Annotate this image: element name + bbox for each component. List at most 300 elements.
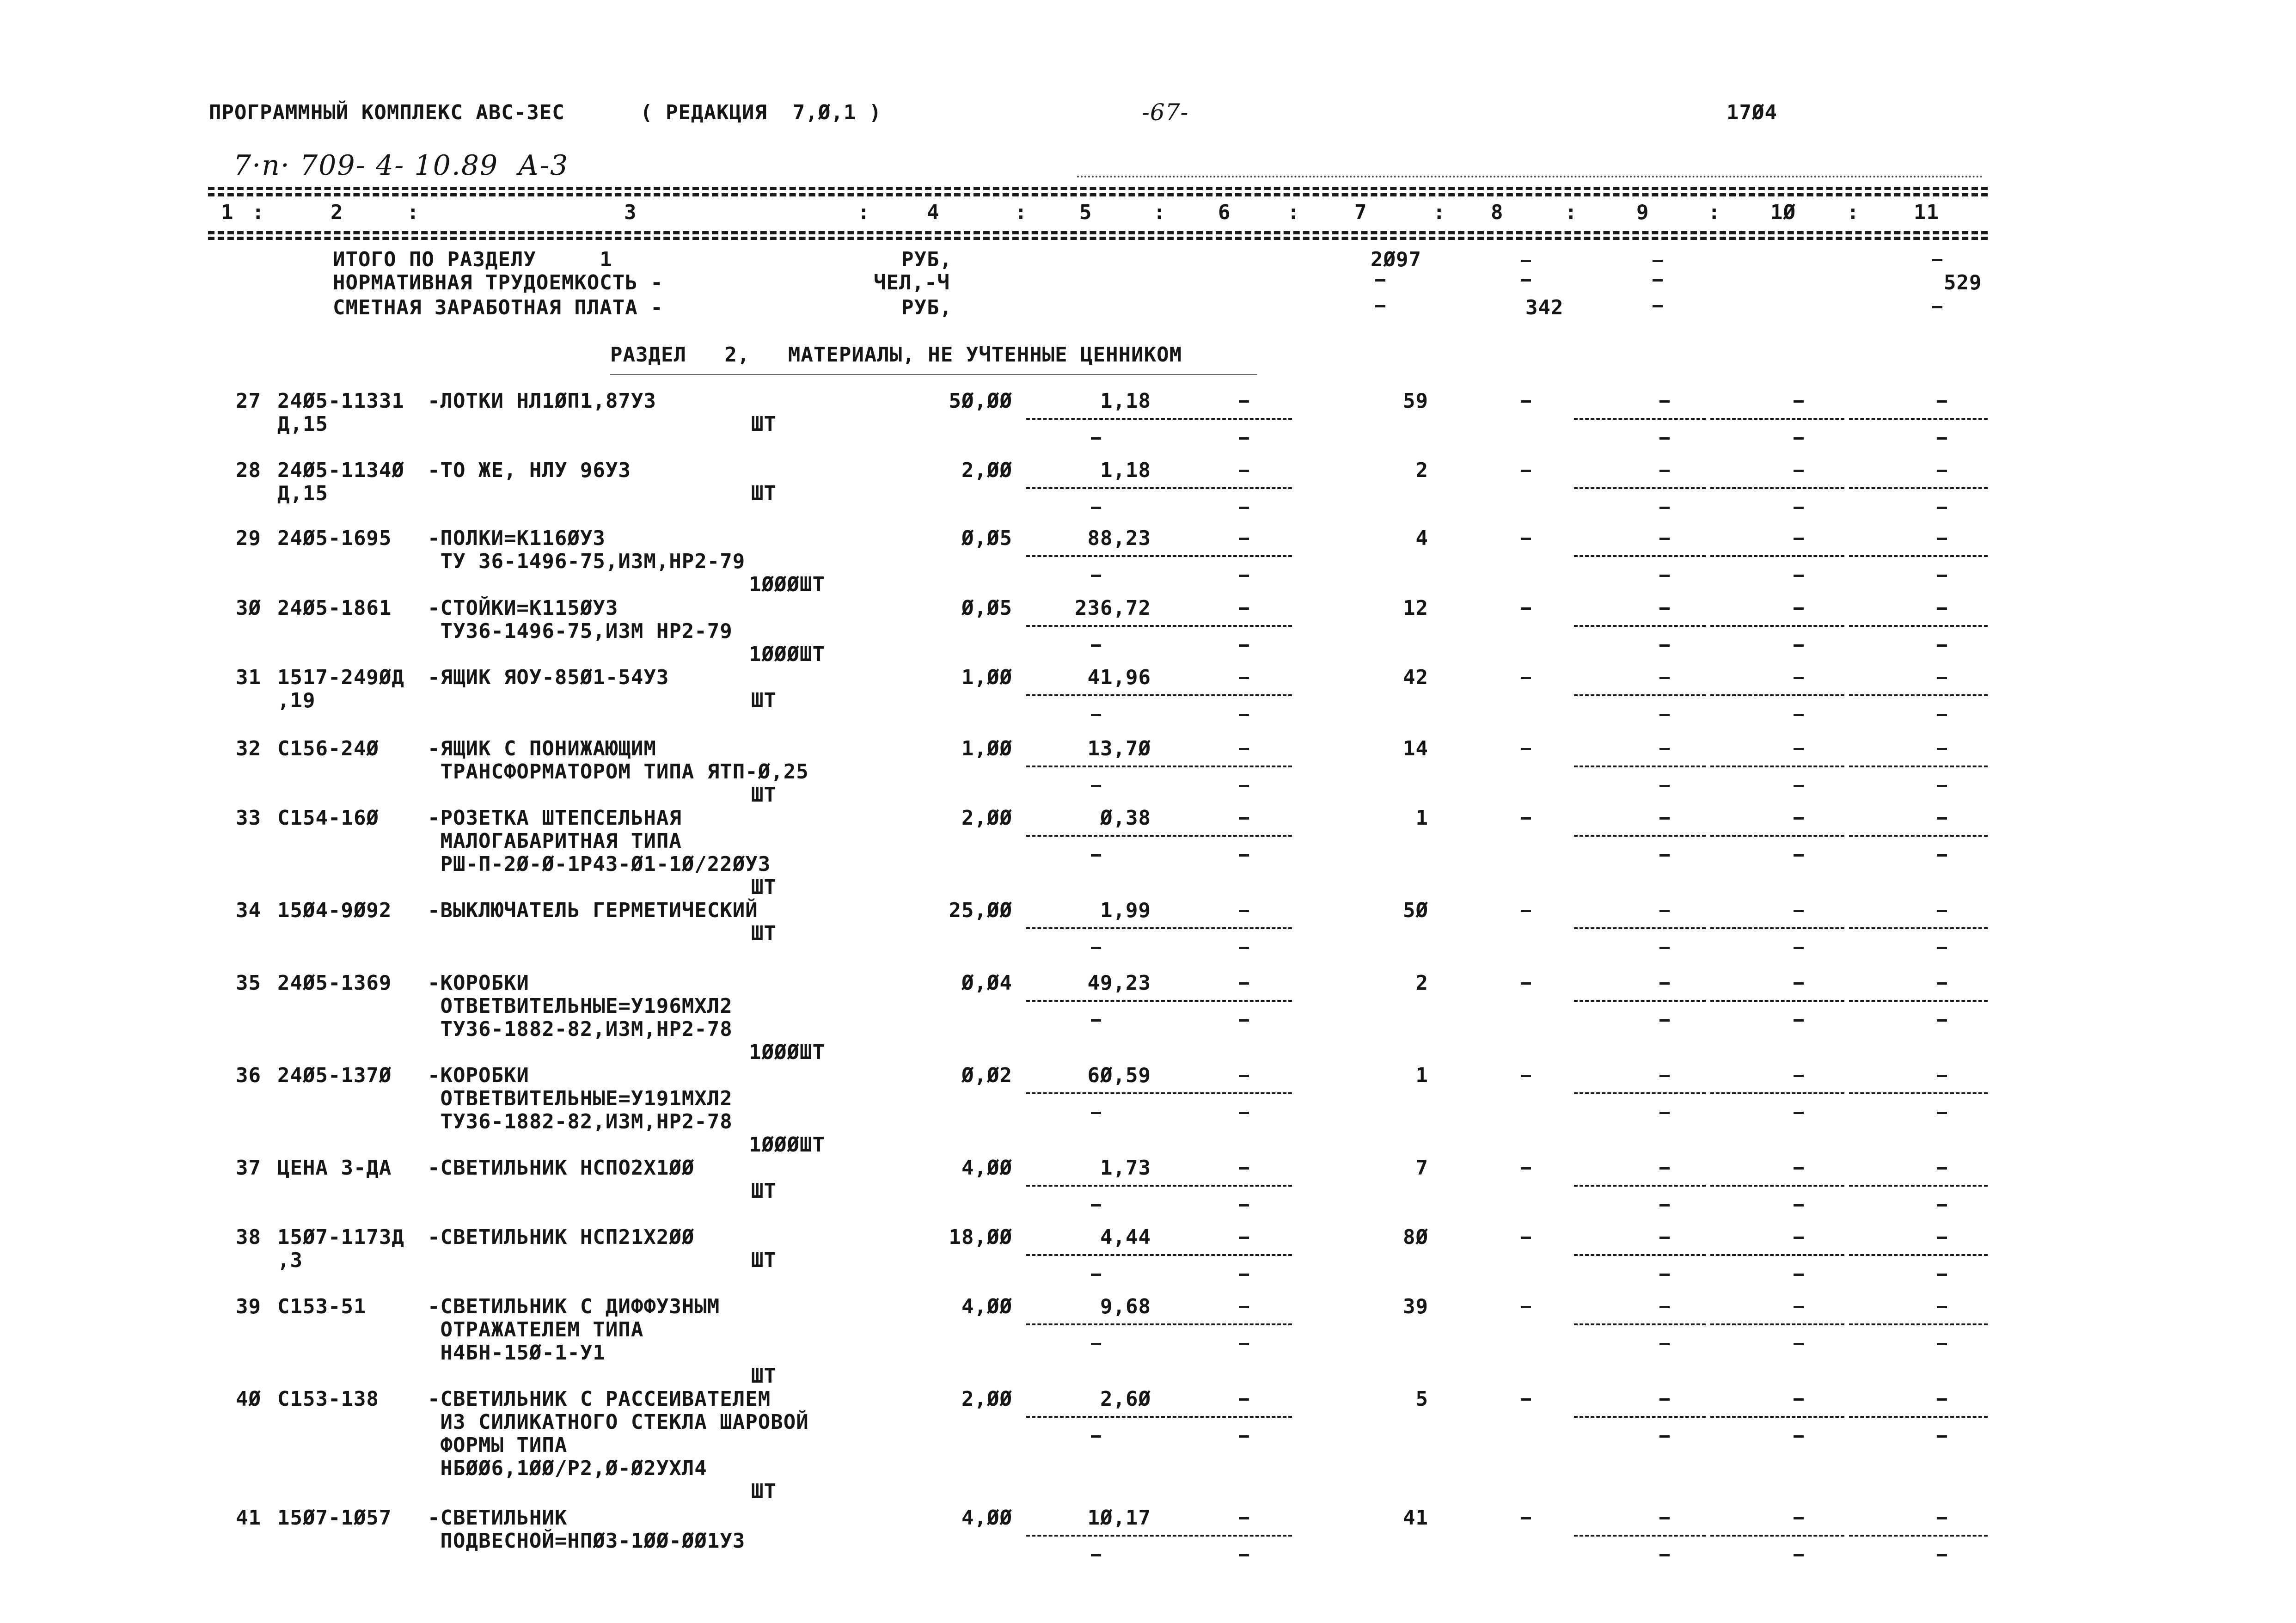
column-header-10: 1Ø xyxy=(1770,201,1796,224)
dash-mark xyxy=(1239,1075,1249,1077)
col9-underline xyxy=(1574,835,1706,837)
dash-mark xyxy=(1937,817,1947,820)
dash-mark xyxy=(1091,507,1101,509)
col9-underline xyxy=(1574,1092,1706,1094)
col10-underline xyxy=(1710,555,1844,557)
row-code: 24Ø5-137Ø xyxy=(277,1064,392,1087)
dash-mark xyxy=(1937,470,1947,472)
dash-mark xyxy=(1239,785,1249,787)
summary-unit-3: РУБ, xyxy=(901,296,952,319)
price-underline xyxy=(1026,1185,1165,1187)
row-unit: ШТ xyxy=(751,1179,777,1203)
price-underline xyxy=(1026,1254,1165,1256)
dash-mark xyxy=(1659,1517,1670,1519)
dash-mark xyxy=(1794,470,1804,472)
dash-mark xyxy=(1937,575,1947,577)
col11-underline xyxy=(1849,1254,1988,1256)
row-number: 39 xyxy=(236,1295,261,1318)
col11-underline xyxy=(1849,694,1988,696)
row-total: 42 xyxy=(1403,666,1428,689)
summary-total-col8: 342 xyxy=(1525,296,1564,319)
row-price: 1Ø,17 xyxy=(1087,1506,1151,1530)
column-separator: : xyxy=(1565,201,1578,224)
row-number: 31 xyxy=(236,666,261,689)
dash-mark xyxy=(1794,1237,1804,1239)
dash-mark xyxy=(1794,854,1804,857)
column-header-9: 9 xyxy=(1636,201,1649,224)
row-name-line: -КОРОБКИ xyxy=(428,971,529,995)
dash-mark xyxy=(1521,1075,1531,1077)
row-code: С154-16Ø xyxy=(277,806,379,830)
dash-mark xyxy=(1091,575,1101,577)
dash-mark xyxy=(1794,1274,1804,1276)
row-total: 12 xyxy=(1403,596,1428,620)
col11-underline xyxy=(1849,418,1988,420)
column-separator: : xyxy=(252,201,265,224)
dash-mark xyxy=(1239,1274,1249,1276)
section-title: РАЗДЕЛ 2, МАТЕРИАЛЫ, НЕ УЧТЕННЫЕ ЦЕННИКОМ xyxy=(610,343,1182,367)
row-name-line: ОТВЕТВИТЕЛЬНЫЕ=У196МХЛ2 xyxy=(428,994,733,1018)
dash-mark xyxy=(1937,1167,1947,1170)
dash-mark xyxy=(1659,470,1670,472)
dash-mark xyxy=(1937,1204,1947,1207)
dash-mark xyxy=(1659,1112,1670,1114)
row-code: ЦЕНА 3-ДА xyxy=(277,1156,392,1180)
price-underline xyxy=(1026,1535,1165,1537)
col11-underline xyxy=(1849,555,1988,557)
dash-mark xyxy=(1091,854,1101,857)
dash-mark xyxy=(1937,538,1947,540)
dash-mark xyxy=(1794,644,1804,647)
dash-mark xyxy=(1091,947,1101,949)
summary-total-col7: 2Ø97 xyxy=(1371,248,1421,271)
dash-mark xyxy=(1239,1019,1249,1022)
dash-mark xyxy=(1937,1075,1947,1077)
col10-underline xyxy=(1710,418,1844,420)
dash-mark xyxy=(1521,1517,1531,1519)
price-underline xyxy=(1026,555,1165,557)
dash-mark xyxy=(1937,1112,1947,1114)
row-name-line: ОТВЕТВИТЕЛЬНЫЕ=У191МХЛ2 xyxy=(428,1087,733,1110)
col11-underline xyxy=(1849,1185,1988,1187)
dash-mark xyxy=(1794,400,1804,403)
dash-mark xyxy=(1659,507,1670,509)
dash-mark xyxy=(1239,470,1249,472)
dash-mark xyxy=(1653,305,1663,307)
price-underline xyxy=(1026,694,1165,696)
row-name-line: -СВЕТИЛЬНИК С РАССЕИВАТЕЛЕМ xyxy=(428,1387,771,1411)
dash-mark xyxy=(1659,910,1670,912)
row-name-line: ТУ36-1496-75,ИЗМ НР2-79 xyxy=(428,619,733,643)
summary-unit-1: РУБ, xyxy=(901,248,952,271)
col9-underline xyxy=(1574,555,1706,557)
row-price: 236,72 xyxy=(1075,596,1151,620)
row-quantity: 25,ØØ xyxy=(949,899,1012,922)
row-unit: ШТ xyxy=(751,482,777,505)
row-unit: ШТ xyxy=(751,1364,777,1388)
summary-line-3: СМЕТНАЯ ЗАРАБОТНАЯ ПЛАТА - xyxy=(333,296,663,319)
row-total: 39 xyxy=(1403,1295,1428,1318)
top-rule-2 xyxy=(208,193,1988,196)
dash-mark xyxy=(1521,1167,1531,1170)
dash-mark xyxy=(1239,714,1249,716)
col10-underline xyxy=(1710,1185,1844,1187)
dash-mark xyxy=(1659,644,1670,647)
dash-mark xyxy=(1239,507,1249,509)
column-header-11: 11 xyxy=(1914,201,1939,224)
dash-mark xyxy=(1239,400,1249,403)
dash-mark xyxy=(1659,1237,1670,1239)
row-unit: ШТ xyxy=(751,783,777,807)
col6-underline xyxy=(1167,835,1292,837)
col10-underline xyxy=(1710,625,1844,627)
row-price: 49,23 xyxy=(1087,971,1151,995)
row-name-line: -РОЗЕТКА ШТЕПСЕЛЬНАЯ xyxy=(428,806,682,830)
column-header-6: 6 xyxy=(1218,201,1231,224)
dash-mark xyxy=(1937,785,1947,787)
row-quantity: 2,ØØ xyxy=(961,806,1012,830)
price-underline xyxy=(1026,1323,1165,1325)
row-code: 24Ø5-11331 xyxy=(277,389,404,413)
dash-mark xyxy=(1239,538,1249,540)
dash-mark xyxy=(1794,947,1804,949)
summary-total-col11: 529 xyxy=(1944,271,1982,294)
row-price: 4,44 xyxy=(1100,1225,1151,1249)
dash-mark xyxy=(1239,1112,1249,1114)
row-code: 15Ø4-9Ø92 xyxy=(277,899,392,922)
dash-mark xyxy=(1937,1435,1947,1438)
price-underline xyxy=(1026,766,1165,767)
col9-underline xyxy=(1574,1416,1706,1418)
row-number: 33 xyxy=(236,806,261,830)
dash-mark xyxy=(1239,982,1249,985)
dash-mark xyxy=(1794,538,1804,540)
dash-mark xyxy=(1239,677,1249,679)
row-name-line: -СТОЙКИ=К115ØУ3 xyxy=(428,596,618,620)
col11-underline xyxy=(1849,1092,1988,1094)
col10-underline xyxy=(1710,1092,1844,1094)
row-number: 4Ø xyxy=(236,1387,261,1411)
row-name-line: -ЯЩИК С ПОНИЖАЮЩИМ xyxy=(428,737,656,760)
section-title-underline xyxy=(610,374,1257,379)
row-total: 1 xyxy=(1415,806,1428,830)
dash-mark xyxy=(1937,947,1947,949)
dash-mark xyxy=(1937,982,1947,985)
row-price: 1,73 xyxy=(1100,1156,1151,1180)
col10-underline xyxy=(1710,766,1844,767)
dash-mark xyxy=(1653,279,1663,282)
col6-underline xyxy=(1167,1416,1292,1418)
top-rule xyxy=(208,187,1988,190)
row-name-line: -ПОЛКИ=К116ØУ3 xyxy=(428,527,606,550)
row-price: 2,6Ø xyxy=(1100,1387,1151,1411)
row-price: 88,23 xyxy=(1087,527,1151,550)
column-separator: : xyxy=(1153,201,1166,224)
row-unit: ШТ xyxy=(751,1249,777,1272)
dash-mark xyxy=(1794,1019,1804,1022)
dash-mark xyxy=(1794,1112,1804,1114)
dash-mark xyxy=(1937,644,1947,647)
row-name-line: МАЛОГАБАРИТНАЯ ТИПА xyxy=(428,829,682,853)
col10-underline xyxy=(1710,1323,1844,1325)
dash-mark xyxy=(1937,1274,1947,1276)
dash-mark xyxy=(1794,607,1804,610)
row-quantity: Ø,Ø4 xyxy=(961,971,1012,995)
dash-mark xyxy=(1091,1343,1101,1345)
row-quantity: 4,ØØ xyxy=(961,1295,1012,1318)
col11-underline xyxy=(1849,625,1988,627)
dash-mark xyxy=(1091,1274,1101,1276)
row-name-line: РШ-П-2Ø-Ø-1Р43-Ø1-1Ø/22ØУ3 xyxy=(428,852,771,876)
row-total: 7 xyxy=(1415,1156,1428,1180)
dash-mark xyxy=(1239,817,1249,820)
dash-mark xyxy=(1239,910,1249,912)
row-name-line: ИЗ СИЛИКАТНОГО СТЕКЛА ШАРОВОЙ xyxy=(428,1410,809,1434)
col11-underline xyxy=(1849,835,1988,837)
dash-mark xyxy=(1794,437,1804,440)
dash-mark xyxy=(1937,507,1947,509)
row-price: 1,18 xyxy=(1100,459,1151,482)
col6-underline xyxy=(1167,555,1292,557)
dash-mark xyxy=(1794,677,1804,679)
summary-unit-2: ЧЕЛ,-Ч xyxy=(874,271,950,294)
dash-mark xyxy=(1794,1075,1804,1077)
dash-mark xyxy=(1659,607,1670,610)
row-unit: ШТ xyxy=(751,922,777,945)
dash-mark xyxy=(1937,1019,1947,1022)
dash-mark xyxy=(1794,817,1804,820)
row-name-line: -ТО ЖЕ, НЛУ 96У3 xyxy=(428,459,631,482)
row-quantity: 18,ØØ xyxy=(949,1225,1012,1249)
dash-mark xyxy=(1659,575,1670,577)
row-price: 9,68 xyxy=(1100,1295,1151,1318)
dash-mark xyxy=(1375,305,1385,307)
row-code-suffix: ,19 xyxy=(277,689,316,712)
edition-label: ( РЕДАКЦИЯ 7,Ø,1 ) xyxy=(640,101,882,124)
dash-mark xyxy=(1521,538,1531,540)
dash-mark xyxy=(1659,1274,1670,1276)
dash-mark xyxy=(1375,279,1385,282)
dash-mark xyxy=(1937,1343,1947,1345)
row-price: Ø,38 xyxy=(1100,806,1151,830)
column-separator: : xyxy=(1433,201,1446,224)
row-unit: ШТ xyxy=(751,876,777,899)
col9-underline xyxy=(1574,927,1706,929)
dash-mark xyxy=(1937,1517,1947,1519)
price-underline xyxy=(1026,487,1165,489)
col6-underline xyxy=(1167,418,1292,420)
row-quantity: Ø,Ø5 xyxy=(961,596,1012,620)
dash-mark xyxy=(1239,1517,1249,1519)
col9-underline xyxy=(1574,1000,1706,1002)
dash-mark xyxy=(1937,910,1947,912)
col10-underline xyxy=(1710,927,1844,929)
dash-mark xyxy=(1521,400,1531,403)
row-quantity: 2,ØØ xyxy=(961,1387,1012,1411)
row-code-suffix: Д,15 xyxy=(277,482,328,505)
dash-mark xyxy=(1239,644,1249,647)
col9-underline xyxy=(1574,1185,1706,1187)
row-code: 24Ø5-1861 xyxy=(277,596,392,620)
row-price: 1,18 xyxy=(1100,389,1151,413)
col6-underline xyxy=(1167,1185,1292,1187)
dash-mark xyxy=(1239,1435,1249,1438)
dash-mark xyxy=(1521,607,1531,610)
col6-underline xyxy=(1167,1254,1292,1256)
dash-mark xyxy=(1659,1019,1670,1022)
row-unit: ШТ xyxy=(751,689,777,712)
dash-mark xyxy=(1794,1343,1804,1345)
row-total: 2 xyxy=(1415,971,1428,995)
dash-mark xyxy=(1239,575,1249,577)
dash-mark xyxy=(1794,1435,1804,1438)
column-header-5: 5 xyxy=(1079,201,1092,224)
col10-underline xyxy=(1710,1254,1844,1256)
row-code-suffix: Д,15 xyxy=(277,412,328,436)
dash-mark xyxy=(1239,1343,1249,1345)
col6-underline xyxy=(1167,625,1292,627)
dash-mark xyxy=(1937,748,1947,750)
col11-underline xyxy=(1849,1323,1988,1325)
dash-mark xyxy=(1794,910,1804,912)
row-name-line: ОТРАЖАТЕЛЕМ ТИПА xyxy=(428,1318,644,1341)
col11-underline xyxy=(1849,927,1988,929)
row-code-suffix: ,3 xyxy=(277,1249,303,1272)
dash-mark xyxy=(1239,1237,1249,1239)
row-name-line: ПОДВЕСНОЙ=НПØ3-1ØØ-ØØ1У3 xyxy=(428,1529,746,1553)
row-name-line: ТУ 36-1496-75,ИЗМ,НР2-79 xyxy=(428,550,746,573)
dash-mark xyxy=(1659,1167,1670,1170)
column-header-1: 1 xyxy=(221,201,234,224)
dash-mark xyxy=(1521,817,1531,820)
dash-mark xyxy=(1239,947,1249,949)
col6-underline xyxy=(1167,694,1292,696)
column-header-8: 8 xyxy=(1491,201,1504,224)
row-code: 15Ø7-1Ø57 xyxy=(277,1506,392,1530)
column-separator: : xyxy=(1847,201,1860,224)
dash-mark xyxy=(1091,1204,1101,1207)
dash-mark xyxy=(1659,1306,1670,1308)
dash-mark xyxy=(1091,1435,1101,1438)
dash-mark xyxy=(1653,260,1663,262)
row-quantity: 5Ø,ØØ xyxy=(949,389,1012,413)
dash-mark xyxy=(1091,785,1101,787)
row-code: С156-24Ø xyxy=(277,737,379,760)
dash-mark xyxy=(1091,1112,1101,1114)
row-name-line: ТУ36-1882-82,ИЗМ,НР2-78 xyxy=(428,1017,733,1041)
dash-mark xyxy=(1521,982,1531,985)
dash-mark xyxy=(1521,1237,1531,1239)
col9-underline xyxy=(1574,766,1706,767)
dash-mark xyxy=(1794,575,1804,577)
col6-underline xyxy=(1167,766,1292,767)
col9-underline xyxy=(1574,1323,1706,1325)
row-total: 5 xyxy=(1415,1387,1428,1411)
dash-mark xyxy=(1091,644,1101,647)
row-total: 2 xyxy=(1415,459,1428,482)
row-total: 59 xyxy=(1403,389,1428,413)
row-name-line: Н4БН-15Ø-1-У1 xyxy=(428,1341,606,1365)
col9-underline xyxy=(1574,487,1706,489)
dash-mark xyxy=(1937,854,1947,857)
header-bottom-rule-2 xyxy=(208,237,1988,240)
dash-mark xyxy=(1659,1075,1670,1077)
program-title: ПРОГРАММНЫЙ КОМПЛЕКС АВС-3ЕС xyxy=(209,101,565,124)
dotted-guide xyxy=(1077,176,1983,178)
row-quantity: 2,ØØ xyxy=(961,459,1012,482)
row-unit: 1ØØØШТ xyxy=(749,573,825,596)
row-number: 35 xyxy=(236,971,261,995)
dash-mark xyxy=(1239,1398,1249,1401)
row-number: 34 xyxy=(236,899,261,922)
row-name-line: ФОРМЫ ТИПА xyxy=(428,1433,568,1457)
handwritten-code: 7·п· 709- 4- 10.89 А-3 xyxy=(233,149,569,182)
dash-mark xyxy=(1521,470,1531,472)
price-underline xyxy=(1026,1092,1165,1094)
dash-mark xyxy=(1659,854,1670,857)
dash-mark xyxy=(1521,748,1531,750)
row-number: 32 xyxy=(236,737,261,760)
column-separator: : xyxy=(857,201,870,224)
dash-mark xyxy=(1521,279,1531,282)
col6-underline xyxy=(1167,1323,1292,1325)
row-name-line: -СВЕТИЛЬНИК НСП21Х2ØØ xyxy=(428,1225,695,1249)
dash-mark xyxy=(1091,1554,1101,1556)
col11-underline xyxy=(1849,1416,1988,1418)
row-price: 1,99 xyxy=(1100,899,1151,922)
col10-underline xyxy=(1710,1416,1844,1418)
column-separator: : xyxy=(1287,201,1300,224)
column-header-4: 4 xyxy=(927,201,940,224)
row-quantity: 1,ØØ xyxy=(961,737,1012,760)
dash-mark xyxy=(1794,1554,1804,1556)
dash-mark xyxy=(1239,1554,1249,1556)
dash-mark xyxy=(1239,1306,1249,1308)
column-separator: : xyxy=(407,201,420,224)
col11-underline xyxy=(1849,766,1988,767)
dash-mark xyxy=(1937,1306,1947,1308)
dash-mark xyxy=(1937,1237,1947,1239)
row-name-line: -КОРОБКИ xyxy=(428,1064,529,1087)
col6-underline xyxy=(1167,487,1292,489)
row-number: 37 xyxy=(236,1156,261,1180)
row-number: 36 xyxy=(236,1064,261,1087)
row-price: 13,7Ø xyxy=(1087,737,1151,760)
row-number: 3Ø xyxy=(236,596,261,620)
header-bottom-rule xyxy=(208,231,1988,234)
row-number: 29 xyxy=(236,527,261,550)
dash-mark xyxy=(1659,748,1670,750)
summary-line-2: НОРМАТИВНАЯ ТРУДОЕМКОСТЬ - xyxy=(333,271,663,294)
dash-mark xyxy=(1239,1204,1249,1207)
col10-underline xyxy=(1710,1535,1844,1537)
col10-underline xyxy=(1710,487,1844,489)
row-name-line: -ЛОТКИ НЛ1ØП1,87У3 xyxy=(428,389,656,413)
row-name-line: -ЯЩИК ЯОУ-85Ø1-54У3 xyxy=(428,666,669,689)
row-name-line: НБØØ6,1ØØ/Р2,Ø-Ø2УХЛ4 xyxy=(428,1457,707,1480)
row-unit: 1ØØØШТ xyxy=(749,1133,825,1157)
page-number: -67- xyxy=(1142,99,1189,126)
row-code: 24Ø5-1695 xyxy=(277,527,392,550)
dash-mark xyxy=(1794,1204,1804,1207)
col6-underline xyxy=(1167,927,1292,929)
dash-mark xyxy=(1937,437,1947,440)
dash-mark xyxy=(1239,1167,1249,1170)
column-header-7: 7 xyxy=(1354,201,1367,224)
row-total: 8Ø xyxy=(1403,1225,1428,1249)
dash-mark xyxy=(1794,982,1804,985)
row-name-line: -СВЕТИЛЬНИК НСПО2Х1ØØ xyxy=(428,1156,695,1180)
